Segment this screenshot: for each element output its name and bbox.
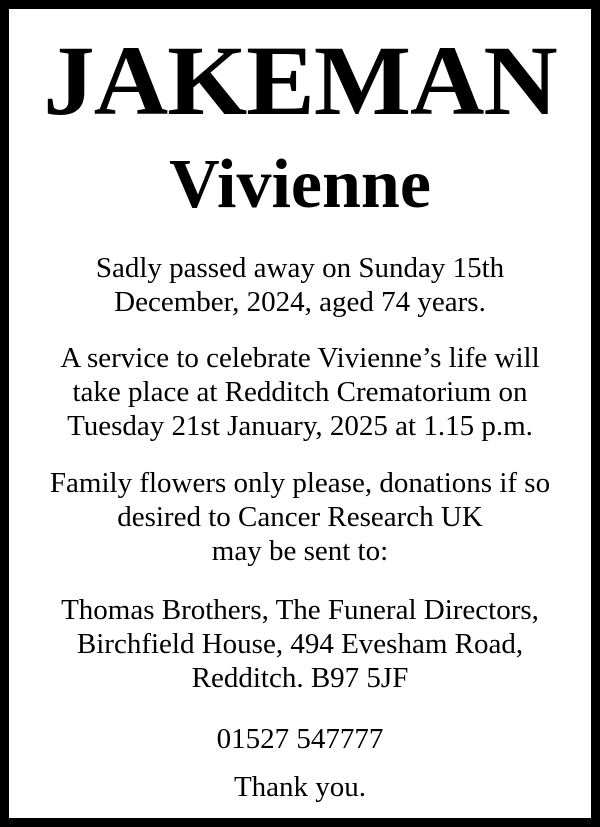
- closing-thanks: [9, 770, 591, 804]
- phone-line: 01527 547777: [216, 723, 384, 755]
- donations-paragraph: [9, 466, 591, 568]
- donations-line: Family flowers only please, donations if so: [49, 467, 551, 499]
- donations-line: desired to Cancer Research UK: [117, 501, 483, 533]
- announcement-line: December, 2024, aged 74 years.: [114, 286, 486, 318]
- service-line: take place at Redditch Crematorium on: [72, 376, 528, 408]
- funeral-director-address: [9, 593, 591, 695]
- phone-number: [9, 722, 591, 756]
- address-line: Thomas Brothers, The Funeral Directors,: [61, 594, 539, 626]
- donations-line: may be sent to:: [211, 535, 389, 567]
- service-paragraph: [9, 341, 591, 443]
- announcement-paragraph: [9, 251, 591, 319]
- surname-heading: JAKEMAN: [43, 25, 557, 136]
- address-line: Redditch. B97 5JF: [191, 662, 409, 694]
- forename-heading: Vivienne: [169, 146, 431, 223]
- thanks-line: Thank you.: [233, 771, 367, 803]
- service-line: Tuesday 21st January, 2025 at 1.15 p.m.: [67, 410, 533, 442]
- announcement-line: Sadly passed away on Sunday 15th: [95, 252, 505, 284]
- address-line: Birchfield House, 494 Evesham Road,: [76, 628, 524, 660]
- service-line: A service to celebrate Vivienne’s life will: [60, 342, 540, 374]
